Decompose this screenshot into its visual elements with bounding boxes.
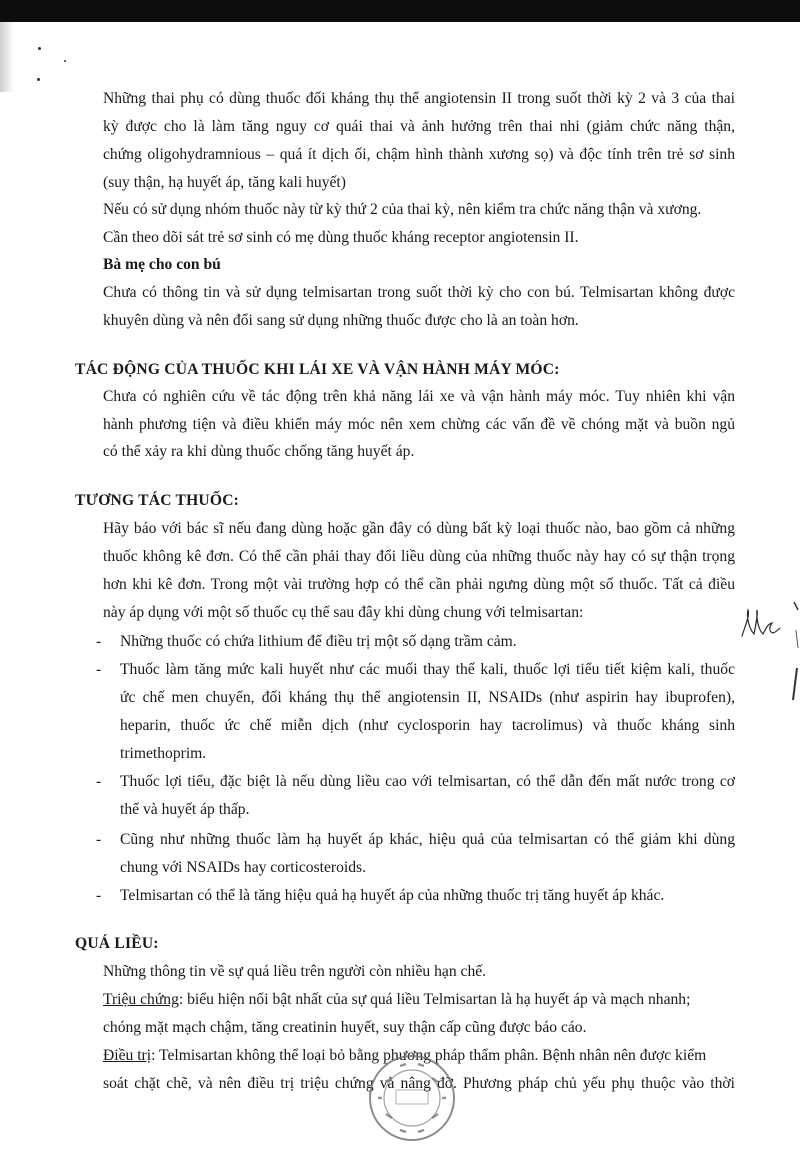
bullet-5-line-1: Telmisartan có thể là tăng hiệu quả hạ huyết áp của những thuốc trị tăng huyết áp khác.: [120, 887, 665, 904]
driving-line-1: Chưa có nghiên cứu về tác động trên khả năng lái xe và vận hành máy móc. Tuy nhiên khi vận: [103, 388, 735, 405]
bullet-2-line-1: Thuốc làm tăng mức kali huyết như các muối thay thế kali, thuốc lợi tiểu tiết kiệm kali, thuốc: [120, 661, 735, 678]
bullet-marker: -: [96, 887, 102, 904]
interactions-heading: TƯƠNG TÁC THUỐC:: [75, 492, 240, 509]
treatment-label: Điều trị: [103, 1047, 152, 1064]
bullet-3-line-2: thể và huyết áp thấp.: [120, 801, 250, 818]
interactions-line-4: này áp dụng với một số thuốc cụ thể sau đây khi dùng chung với telmisartan:: [103, 604, 584, 621]
symptoms-text: : biểu hiện nổi bật nhất của sự quá liều Telmisartan là hạ huyết áp và mạch nhanh;: [178, 991, 691, 1008]
overdose-heading: QUÁ LIỀU:: [75, 935, 159, 952]
scan-edge-mark: [786, 600, 800, 710]
bullet-2-line-3: heparin, thuốc ức chế miễn dịch (như cyclosporin hay tacrolimus) và thuốc kháng sinh: [120, 717, 735, 734]
driving-heading: TÁC ĐỘNG CỦA THUỐC KHI LÁI XE VÀ VẬN HÀNH MÁY MÓC:: [75, 361, 560, 378]
pregnancy-line-1: Những thai phụ có dùng thuốc đối kháng thụ thể angiotensin II trong suốt thời kỳ 2 và 3 của thai: [103, 90, 735, 107]
bullet-marker: -: [96, 661, 102, 678]
bullet-marker: -: [96, 633, 102, 650]
bullet-2-line-2: ức chế men chuyển, đối kháng thụ thể angiotensin II, NSAIDs (như aspirin hay ibuprofen),: [120, 689, 735, 706]
interactions-line-1: Hãy báo với bác sĩ nếu đang dùng hoặc gần đây có dùng bất kỳ loại thuốc nào, bao gồm cả những: [103, 520, 735, 537]
scan-speck: [37, 78, 40, 81]
driving-line-2: hành phương tiện và điều khiển máy móc nên xem chừng các vấn đề về chóng mặt và buồn ngủ: [103, 416, 735, 433]
scan-speck: [38, 47, 41, 50]
interactions-line-3: hơn khi kê đơn. Trong một vài trường hợp có thể cần phải ngưng dùng một số thuốc. Tất cả điều: [103, 576, 735, 593]
scan-top-border: [0, 0, 800, 22]
pregnancy-line-4: (suy thận, hạ huyết áp, tăng kali huyết): [103, 174, 346, 191]
pregnancy-line-5: Nếu có sử dụng nhóm thuốc này từ kỳ thứ 2 của thai kỳ, nên kiểm tra chức năng thận và xương.: [103, 201, 702, 218]
breastfeeding-line-2: khuyên dùng và nên đổi sang sử dụng những thuốc được cho là an toàn hơn.: [103, 312, 579, 329]
breastfeeding-line-1: Chưa có thông tin và sử dụng telmisartan trong suốt thời kỳ cho con bú. Telmisartan không được: [103, 284, 735, 301]
treatment-text: : Telmisartan không thể loại bỏ bằng phương pháp thẩm phân. Bệnh nhân nên được kiểm: [151, 1047, 707, 1064]
symptoms-label: Triệu chứng: [103, 991, 179, 1008]
overdose-symptoms-line-1: [103, 990, 690, 1010]
bullet-4-line-2: chung với NSAIDs hay corticosteroids.: [120, 859, 367, 876]
breastfeeding-heading: Bà mẹ cho con bú: [103, 256, 221, 273]
pregnancy-line-3: chứng oligohydramnious – quá ít dịch ối, chậm hình thành xương sọ) và độc tính trên trẻ sơ sinh: [103, 146, 735, 163]
bullet-marker: -: [96, 773, 102, 790]
bullet-marker: -: [96, 831, 102, 848]
overdose-intro: Những thông tin về sự quá liều trên người còn nhiều hạn chế.: [103, 963, 487, 980]
bullet-3-line-1: Thuốc lợi tiểu, đặc biệt là nếu dùng liều cao với telmisartan, có thể dẫn đến mất nước trong cơ: [120, 773, 735, 790]
scan-left-shadow: [0, 22, 14, 92]
bullet-1-line-1: Những thuốc có chứa lithium để điều trị một số dạng trầm cảm.: [120, 633, 517, 650]
overdose-symptoms-line-2: chóng mặt mạch chậm, tăng creatinin huyết, suy thận cấp cũng được báo cáo.: [103, 1019, 587, 1036]
driving-line-3: có thể xảy ra khi dùng thuốc chống tăng huyết áp.: [103, 443, 415, 460]
pregnancy-line-6: Cần theo dõi sát trẻ sơ sinh có mẹ dùng thuốc kháng receptor angiotensin II.: [103, 229, 579, 246]
pregnancy-line-2: kỳ được cho là làm tăng nguy cơ quái thai và ảnh hưởng trên thai nhi (giảm chức năng thận,: [103, 118, 735, 135]
bullet-4-line-1: Cũng như những thuốc làm hạ huyết áp khác, hiệu quả của telmisartan có thể giảm khi dùng: [120, 831, 735, 848]
company-seal-stamp-icon: [366, 1052, 458, 1144]
overdose-treatment-line-2: soát chặt chẽ, và nên điều trị triệu chứng và nâng đỡ. Phương pháp chủ yếu phụ thuộc vào thời: [103, 1075, 735, 1092]
handwritten-signature-icon: [738, 600, 782, 644]
interactions-line-2: thuốc không kê đơn. Có thể cần phải thay đổi liều dùng của những thuốc này hay có sự thận trọng: [103, 548, 735, 565]
scan-speck: [64, 60, 66, 62]
bullet-2-line-4: trimethoprim.: [120, 745, 207, 762]
